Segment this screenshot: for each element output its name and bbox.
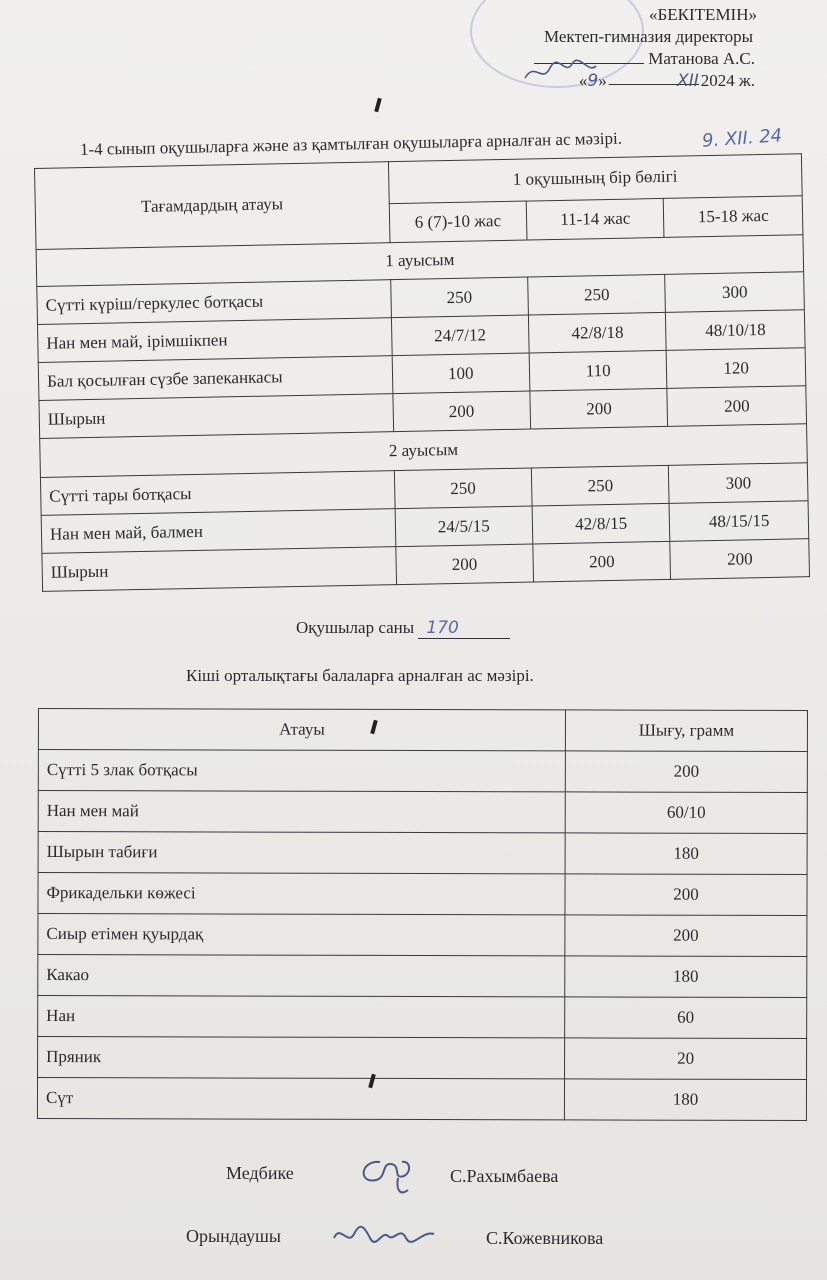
output-value: 200: [565, 874, 807, 916]
portion-value: 200: [667, 386, 806, 427]
table-row: [38, 873, 807, 916]
output-value: 180: [565, 956, 807, 998]
portion-value: 24/7/12: [391, 315, 529, 356]
table-row: [38, 955, 807, 998]
header-name: Атауы: [38, 709, 565, 751]
student-count: [296, 618, 510, 639]
menu1-title: 1-4 сынып оқушыларға және аз қамтылған оқушыларға арналған ас мәзірі.: [79, 128, 623, 159]
menu1-table: [34, 153, 810, 592]
handwritten-date: 9. XII. 24: [701, 125, 783, 152]
food-name: Нан мен май, ірімшікпен: [38, 318, 392, 363]
nurse-role: Медбике: [226, 1163, 294, 1183]
portion-value: 48/10/18: [666, 310, 805, 351]
food-name: Шырын: [39, 394, 393, 439]
date-month: XII: [677, 71, 699, 91]
date-quote-open: «: [578, 71, 588, 90]
portion-value: 24/5/15: [395, 506, 533, 547]
student-count-value: 170: [418, 618, 510, 639]
portion-value: 250: [528, 274, 666, 315]
executor-name: С.Кожевникова: [486, 1228, 604, 1248]
output-value: 60: [565, 997, 807, 1039]
executor-signature-icon: [330, 1216, 440, 1252]
portion-value: 300: [669, 463, 808, 504]
portion-value: 250: [390, 277, 528, 318]
portion-value: 250: [531, 465, 669, 506]
table-row: [37, 1078, 806, 1121]
executor-role: Орындаушы: [186, 1226, 281, 1246]
food-name: Сүтті тары ботқасы: [40, 471, 394, 516]
director-signature-icon: [520, 56, 600, 86]
approval-position: Мектеп-гимназия директоры: [543, 27, 753, 46]
date-day: 9: [587, 71, 599, 91]
portion-value: 250: [394, 468, 532, 509]
menu2-title: Кіші орталықтағы балаларға арналған ас мәзірі.: [186, 666, 534, 685]
food-name: Нан мен май, балмен: [41, 509, 395, 554]
table-row: [38, 832, 807, 875]
table-row: [38, 1037, 807, 1080]
portion-value: 200: [392, 391, 530, 432]
food-name: Сүт: [37, 1078, 564, 1120]
portion-value: 42/8/15: [532, 503, 670, 544]
food-name: Сүтті күріш/геркулес ботқасы: [37, 280, 391, 325]
portion-value: 200: [395, 544, 533, 585]
student-count-label: Оқушылар саны: [296, 618, 415, 637]
header-age-3: 15-18 жас: [664, 195, 803, 237]
nurse-signature-icon: [352, 1150, 422, 1200]
header-age-1: 6 (7)-10 жас: [389, 201, 527, 243]
header-output: Шығу, грамм: [565, 710, 807, 752]
portion-value: 48/15/15: [670, 501, 809, 542]
food-name: Шырын: [42, 547, 396, 592]
output-value: 60/10: [565, 792, 807, 834]
table-row: [38, 750, 807, 793]
menu2-table: [37, 708, 808, 1121]
output-value: 20: [565, 1038, 807, 1080]
portion-value: 100: [392, 353, 530, 394]
header-food-name: Тағамдардың атауы: [35, 162, 390, 250]
header-portion: 1 оқушының бір бөлігі: [388, 154, 802, 203]
portion-value: 110: [529, 350, 667, 391]
food-name: Нан мен май: [38, 791, 565, 833]
pen-mark: [374, 98, 381, 113]
shift2-label: 2 ауысым: [40, 424, 808, 478]
food-name: Фрикадельки көжесі: [38, 873, 565, 915]
food-name: Бал қосылған сүзбе запеканкасы: [38, 356, 392, 401]
food-name: Шырын табиғи: [38, 832, 565, 874]
output-value: 200: [565, 751, 807, 793]
food-name: Сиыр етімен қуырдақ: [38, 914, 565, 956]
food-name: Пряник: [38, 1037, 565, 1079]
nurse-name: С.Рахымбаева: [450, 1166, 559, 1186]
director-name: Матанова А.С.: [648, 49, 755, 68]
date-month-line: [609, 70, 699, 91]
date-quote-close: »: [598, 71, 607, 90]
table-header-row: [38, 709, 807, 752]
shift1-label: 1 ауысым: [36, 235, 804, 287]
header-age-2: 11-14 жас: [526, 198, 664, 240]
portion-value: 200: [530, 388, 668, 429]
date-year: 2024 ж.: [700, 71, 755, 90]
portion-value: 42/8/18: [528, 312, 666, 353]
output-value: 180: [565, 833, 807, 875]
portion-value: 300: [665, 272, 804, 313]
approval-heading: «БЕКІТЕМІН»: [649, 5, 757, 24]
food-name: Сүтті 5 злак ботқасы: [38, 750, 565, 792]
portion-value: 200: [533, 541, 671, 582]
portion-value: 200: [670, 539, 809, 580]
food-name: Нан: [38, 996, 565, 1038]
food-name: Какао: [38, 955, 565, 997]
table-row: [38, 914, 807, 957]
output-value: 180: [564, 1079, 806, 1121]
table-row: [38, 996, 807, 1039]
output-value: 200: [565, 915, 807, 957]
table-row: [38, 791, 807, 834]
portion-value: 120: [667, 348, 806, 389]
